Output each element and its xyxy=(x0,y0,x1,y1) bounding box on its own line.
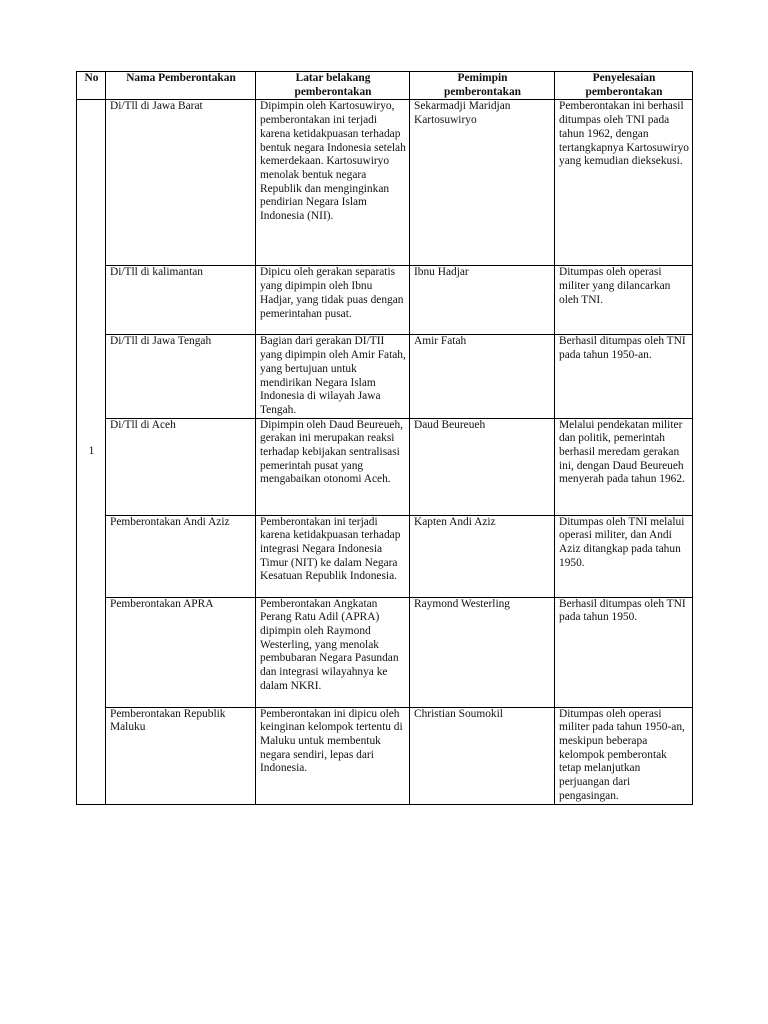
rebellion-name: Pemberontakan APRA xyxy=(106,597,256,707)
header-name: Nama Pemberontakan xyxy=(106,72,256,100)
rebellion-leader: Sekarmadji Maridjan Kartosuwiryo xyxy=(410,100,555,266)
rebellion-leader: Christian Soumokil xyxy=(410,707,555,804)
table-row xyxy=(77,100,693,266)
header-no: No xyxy=(77,72,106,100)
rebellion-background: Dipimpin oleh Daud Beureueh, gerakan ini merupakan reaksi terhadap kebijakan sentralisasi pemerintah pusat yang mengabaikan otonomi Aceh. xyxy=(256,418,410,515)
table-row xyxy=(77,266,693,335)
rebellion-background: Dipicu oleh gerakan separatis yang dipimpin oleh Ibnu Hadjar, yang tidak puas dengan pemerintahan pusat. xyxy=(256,266,410,335)
row-number: 1 xyxy=(77,100,106,804)
table-row xyxy=(77,335,693,418)
header-leader: Pemimpin pemberontakan xyxy=(410,72,555,100)
rebellion-resolution: Ditumpas oleh operasi militer yang dilancarkan oleh TNI. xyxy=(555,266,693,335)
rebellion-background: Bagian dari gerakan DI/TII yang dipimpin oleh Amir Fatah, yang bertujuan untuk mendirikan Negara Islam Indonesia di wilayah Jawa Tengah. xyxy=(256,335,410,418)
rebellion-name: Di/Tll di Jawa Tengah xyxy=(106,335,256,418)
rebellion-name: Di/Tll di Aceh xyxy=(106,418,256,515)
rebellion-background: Pemberontakan ini terjadi karena ketidakpuasan terhadap integrasi Negara Indonesia Timur (NIT) ke dalam Negara Kesatuan Republik Indonesia. xyxy=(256,515,410,597)
rebellion-background: Dipimpin oleh Kartosuwiryo, pemberontakan ini terjadi karena ketidakpuasan terhadap bentuk negara Indonesia setelah kemerdekaan. Kartosuwiryo menolak bentuk negara Republik dan menginginkan pendirian Negara Islam Indonesia (NII). xyxy=(256,100,410,266)
table-row xyxy=(77,515,693,597)
rebellion-leader: Kapten Andi Aziz xyxy=(410,515,555,597)
header-resolution: Penyelesaian pemberontakan xyxy=(555,72,693,100)
rebellion-name: Pemberontakan Andi Aziz xyxy=(106,515,256,597)
rebellion-resolution: Berhasil ditumpas oleh TNI pada tahun 1950. xyxy=(555,597,693,707)
table-header-row xyxy=(77,72,693,100)
rebellion-name: Di/Tll di Jawa Barat xyxy=(106,100,256,266)
rebellion-leader: Daud Beureueh xyxy=(410,418,555,515)
rebellion-resolution: Melalui pendekatan militer dan politik, pemerintah berhasil meredam gerakan ini, dengan Daud Beureueh menyerah pada tahun 1962. xyxy=(555,418,693,515)
table-row xyxy=(77,707,693,804)
rebellion-resolution: Pemberontakan ini berhasil ditumpas oleh TNI pada tahun 1962, dengan tertangkapnya Kartosuwiryo yang kemudian dieksekusi. xyxy=(555,100,693,266)
rebellion-leader: Amir Fatah xyxy=(410,335,555,418)
rebellion-background: Pemberontakan ini dipicu oleh keinginan kelompok tertentu di Maluku untuk membentuk negara sendiri, lepas dari Indonesia. xyxy=(256,707,410,804)
rebellion-resolution: Ditumpas oleh operasi militer pada tahun 1950-an, meskipun beberapa kelompok pemberontak tetap melanjutkan perjuangan dari pengasingan. xyxy=(555,707,693,804)
rebellion-resolution: Berhasil ditumpas oleh TNI pada tahun 1950-an. xyxy=(555,335,693,418)
table-row xyxy=(77,418,693,515)
rebellion-name: Pemberontakan Republik Maluku xyxy=(106,707,256,804)
header-background: Latar belakang pemberontakan xyxy=(256,72,410,100)
rebellion-resolution: Ditumpas oleh TNI melalui operasi militer, dan Andi Aziz ditangkap pada tahun 1950. xyxy=(555,515,693,597)
rebellion-background: Pemberontakan Angkatan Perang Ratu Adil (APRA) dipimpin oleh Raymond Westerling, yang menolak pembubaran Negara Pasundan dan integrasi wilayahnya ke dalam NKRI. xyxy=(256,597,410,707)
rebellion-leader: Raymond Westerling xyxy=(410,597,555,707)
table-row xyxy=(77,597,693,707)
rebellion-table xyxy=(76,71,693,805)
rebellion-leader: Ibnu Hadjar xyxy=(410,266,555,335)
rebellion-name: Di/Tll di kalimantan xyxy=(106,266,256,335)
